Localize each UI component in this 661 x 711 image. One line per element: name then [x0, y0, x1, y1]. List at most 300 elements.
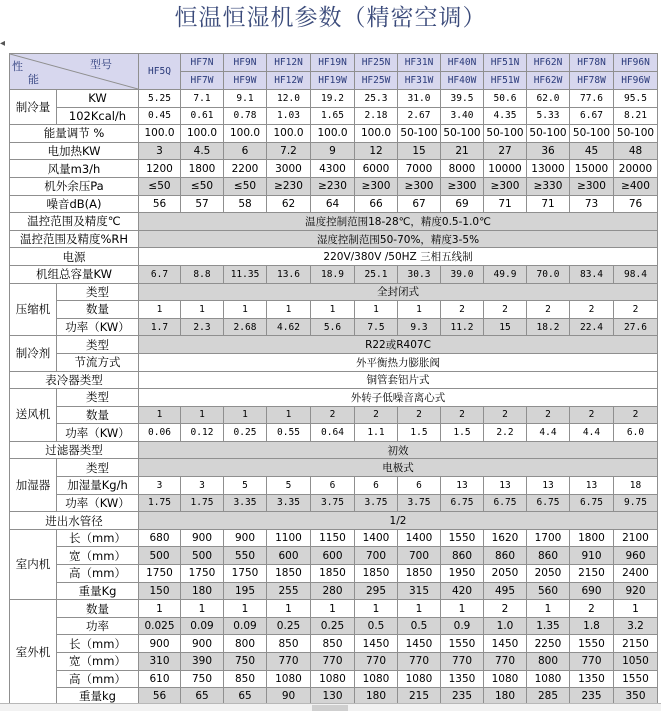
value-cell: 4.4	[570, 424, 614, 442]
value-cell: 1150	[311, 529, 355, 547]
value-cell: 0.25	[267, 617, 311, 635]
value-cell: 0.5	[398, 617, 441, 635]
spec-row-evaporator	[10, 371, 658, 389]
value-cell: 0.25	[311, 617, 355, 635]
value-cell: 2050	[484, 565, 527, 583]
row-label-type: 类型	[57, 389, 139, 407]
value-cell: 5.6	[311, 318, 355, 336]
value-cell: 15	[484, 318, 527, 336]
spec-row-throttle	[10, 353, 658, 371]
row-label-type: 类型	[57, 459, 139, 477]
value-cell: ≥300	[355, 177, 398, 195]
row-label-power: 功率	[57, 617, 139, 635]
value-cell: 2	[570, 406, 614, 424]
spec-row-refrigerant	[10, 336, 658, 354]
value-cell: 2.18	[355, 107, 398, 125]
value-cell: 0.78	[224, 107, 267, 125]
row-label-qty: 数量	[57, 406, 139, 424]
value-cell: 900	[181, 635, 224, 653]
value-cell: 2.67	[398, 107, 441, 125]
value-cell: ≤50	[224, 177, 267, 195]
value-cell: 5.33	[527, 107, 570, 125]
value-cell: 12.0	[267, 90, 311, 108]
model-header-cell: HF78W	[570, 72, 614, 90]
value-cell: 180	[181, 582, 224, 600]
spec-row-power	[10, 248, 658, 266]
value-cell: 58	[224, 195, 267, 213]
value-cell: 2	[527, 301, 570, 319]
value-cell: 920	[614, 582, 658, 600]
model-header-cell: HF96W	[614, 72, 658, 90]
value-cell: 280	[311, 582, 355, 600]
edge-marker-icon: ◂	[0, 38, 6, 49]
value-cell: 690	[570, 582, 614, 600]
spanning-value: 温度控制范围18-28℃，精度0.5-1.0℃	[139, 213, 658, 231]
value-cell: 27	[484, 142, 527, 160]
value-cell: 750	[224, 653, 267, 671]
value-cell: 860	[441, 547, 484, 565]
model-header-cell: HF51N	[484, 54, 527, 72]
value-cell: 1550	[441, 529, 484, 547]
value-cell: 1080	[527, 670, 570, 688]
value-cell: 36	[527, 142, 570, 160]
value-cell: 900	[139, 635, 181, 653]
spec-row-elec-heat	[10, 142, 658, 160]
value-cell: 2	[614, 406, 658, 424]
value-cell: 2	[355, 406, 398, 424]
value-cell: 8.21	[614, 107, 658, 125]
value-cell: 73	[570, 195, 614, 213]
value-cell: ≥400	[614, 177, 658, 195]
value-cell: 255	[267, 582, 311, 600]
value-cell: 195	[224, 582, 267, 600]
value-cell: 960	[614, 547, 658, 565]
model-header-cell: HF25W	[355, 72, 398, 90]
group-label-compressor: 压缩机	[10, 283, 57, 336]
spanning-value: 外转子低噪音离心式	[139, 389, 658, 407]
value-cell: 770	[441, 653, 484, 671]
value-cell: 215	[398, 688, 441, 706]
value-cell: 64	[311, 195, 355, 213]
value-cell: 1.8	[570, 617, 614, 635]
spanning-value: R22或R407C	[139, 336, 658, 354]
value-cell: 2.3	[181, 318, 224, 336]
header-row-top	[10, 54, 658, 72]
row-label-weight-kg: 重量kg	[57, 688, 139, 706]
value-cell: 900	[181, 529, 224, 547]
value-cell: 13	[484, 477, 527, 495]
value-cell: 150	[139, 582, 181, 600]
spanning-value: 220V/380V /50HZ 三相五线制	[139, 248, 658, 266]
value-cell: 600	[267, 547, 311, 565]
value-cell: 3	[139, 142, 181, 160]
value-cell: 1	[224, 406, 267, 424]
value-cell: 39.0	[441, 265, 484, 283]
value-cell: 10000	[484, 160, 527, 178]
value-cell: 1	[267, 406, 311, 424]
value-cell: 56	[139, 688, 181, 706]
group-label-refrigerant: 制冷剂	[10, 336, 57, 371]
corner-model-label: 型号	[90, 58, 112, 71]
spec-row-filter	[10, 441, 658, 459]
row-label-height: 高（mm）	[57, 670, 139, 688]
value-cell: 1	[139, 600, 181, 618]
row-label-height: 高（mm）	[57, 565, 139, 583]
model-header-cell: HF31W	[398, 72, 441, 90]
value-cell: 9	[311, 142, 355, 160]
value-cell: 90	[267, 688, 311, 706]
corner-left-label: 性	[12, 60, 23, 73]
value-cell: 0.5	[355, 617, 398, 635]
row-label-evaporator: 表冷器类型	[10, 371, 139, 389]
value-cell: 900	[224, 529, 267, 547]
value-cell: 6.0	[614, 424, 658, 442]
value-cell: 2.2	[484, 424, 527, 442]
value-cell: 6.7	[139, 265, 181, 283]
value-cell: 1.7	[139, 318, 181, 336]
value-cell: 2200	[224, 160, 267, 178]
value-cell: 65	[224, 688, 267, 706]
spec-row-cooling-kw	[10, 90, 658, 108]
value-cell: 495	[484, 582, 527, 600]
value-cell: 680	[139, 529, 181, 547]
row-label-qty: 数量	[57, 301, 139, 319]
value-cell: 235	[570, 688, 614, 706]
value-cell: 83.4	[570, 265, 614, 283]
row-label-type: 类型	[57, 336, 139, 354]
spec-row-comp-type	[10, 283, 658, 301]
value-cell: 1800	[570, 529, 614, 547]
value-cell: 15000	[570, 160, 614, 178]
value-cell: 6.75	[527, 494, 570, 512]
row-label-filter: 过滤器类型	[10, 441, 139, 459]
value-cell: 71	[527, 195, 570, 213]
model-header-cell: HF19W	[311, 72, 355, 90]
value-cell: 3.40	[441, 107, 484, 125]
value-cell: 62	[267, 195, 311, 213]
value-cell: 0.25	[224, 424, 267, 442]
value-cell: 70.0	[527, 265, 570, 283]
value-cell: 1100	[267, 529, 311, 547]
value-cell: 1.5	[441, 424, 484, 442]
value-cell: 2	[484, 600, 527, 618]
row-label-water-pipe: 进出水管径	[10, 512, 139, 530]
value-cell: 0.9	[441, 617, 484, 635]
model-header-cell: HF31N	[398, 54, 441, 72]
value-cell: 1	[267, 301, 311, 319]
value-cell: 50-100	[570, 125, 614, 143]
value-cell: 770	[355, 653, 398, 671]
value-cell: 1	[355, 301, 398, 319]
value-cell: 1550	[570, 635, 614, 653]
value-cell: 50-100	[527, 125, 570, 143]
value-cell: 2150	[570, 565, 614, 583]
row-label-humid-qty: 加湿量Kg/h	[57, 477, 139, 495]
value-cell: 100.0	[139, 125, 181, 143]
value-cell: ≤50	[181, 177, 224, 195]
spanning-value: 铜管套铝片式	[139, 371, 658, 389]
value-cell: 1	[355, 600, 398, 618]
value-cell: 500	[139, 547, 181, 565]
spanning-value: 湿度控制范围50-70%，精度3-5%	[139, 230, 658, 248]
value-cell: 850	[224, 670, 267, 688]
value-cell: ≥300	[398, 177, 441, 195]
value-cell: 1800	[181, 160, 224, 178]
corner-bottom-label: 能	[28, 73, 39, 86]
row-label-airflow: 风量m3/h	[10, 160, 139, 178]
row-label-throttle: 节流方式	[57, 353, 139, 371]
value-cell: 2400	[614, 565, 658, 583]
value-cell: 7.5	[355, 318, 398, 336]
value-cell: 18.9	[311, 265, 355, 283]
value-cell: 770	[267, 653, 311, 671]
value-cell: 0.64	[311, 424, 355, 442]
value-cell: 50.6	[484, 90, 527, 108]
value-cell: 550	[224, 547, 267, 565]
value-cell: 77.6	[570, 90, 614, 108]
spec-row-humid-qty	[10, 477, 658, 495]
value-cell: 2	[441, 406, 484, 424]
spec-row-hum-range	[10, 230, 658, 248]
spec-row-in-length	[10, 529, 658, 547]
value-cell: 1	[527, 600, 570, 618]
value-cell: 1400	[355, 529, 398, 547]
value-cell: 3.2	[614, 617, 658, 635]
value-cell: 500	[181, 547, 224, 565]
value-cell: 1	[181, 301, 224, 319]
value-cell: 1200	[139, 160, 181, 178]
row-label-qty: 数量	[57, 600, 139, 618]
spec-row-static-pressure	[10, 177, 658, 195]
value-cell: 1.75	[139, 494, 181, 512]
value-cell: 6.75	[484, 494, 527, 512]
model-header-cell: HF9W	[224, 72, 267, 90]
page-title: 恒温恒湿机参数（精密空调）	[174, 5, 487, 31]
value-cell: 20000	[614, 160, 658, 178]
value-cell: ≥300	[441, 177, 484, 195]
value-cell: 130	[311, 688, 355, 706]
value-cell: 100.0	[267, 125, 311, 143]
value-cell: 39.5	[441, 90, 484, 108]
value-cell: 6000	[355, 160, 398, 178]
value-cell: 1	[311, 301, 355, 319]
value-cell: 95.5	[614, 90, 658, 108]
spec-row-humid-power	[10, 494, 658, 512]
spec-row-comp-power	[10, 318, 658, 336]
model-header-cell: HF51W	[484, 72, 527, 90]
value-cell: 770	[484, 653, 527, 671]
spec-row-in-width	[10, 547, 658, 565]
value-cell: 1350	[570, 670, 614, 688]
value-cell: 2	[484, 406, 527, 424]
value-cell: 100.0	[224, 125, 267, 143]
value-cell: 6	[311, 477, 355, 495]
value-cell: 1	[181, 406, 224, 424]
spanning-value: 外平衡热力膨胀阀	[139, 353, 658, 371]
group-label-fan: 送风机	[10, 389, 57, 442]
value-cell: 1450	[355, 635, 398, 653]
value-cell: 2	[398, 406, 441, 424]
model-header-cell: HF19N	[311, 54, 355, 72]
value-cell: 6.75	[570, 494, 614, 512]
row-label-power-kw: 功率（KW）	[57, 494, 139, 512]
value-cell: 0.025	[139, 617, 181, 635]
value-cell: 62.0	[527, 90, 570, 108]
value-cell: 9.3	[398, 318, 441, 336]
value-cell: 390	[181, 653, 224, 671]
model-header-cell: HF96N	[614, 54, 658, 72]
value-cell: 750	[181, 670, 224, 688]
value-cell: 13	[570, 477, 614, 495]
value-cell: 4.4	[527, 424, 570, 442]
value-cell: ≤50	[139, 177, 181, 195]
value-cell: 30.3	[398, 265, 441, 283]
model-header-cell: HF25N	[355, 54, 398, 72]
spec-row-out-qty	[10, 600, 658, 618]
value-cell: 5	[224, 477, 267, 495]
row-label-length: 长（mm）	[57, 635, 139, 653]
scrollbar-thumb[interactable]	[312, 705, 348, 711]
value-cell: 66	[355, 195, 398, 213]
value-cell: 0.55	[267, 424, 311, 442]
value-cell: 1	[139, 406, 181, 424]
value-cell: 2	[441, 301, 484, 319]
value-cell: 315	[398, 582, 441, 600]
value-cell: 850	[311, 635, 355, 653]
spec-row-fan-power	[10, 424, 658, 442]
row-label-hum-range: 温控范围及精度%RH	[10, 230, 139, 248]
value-cell: 21	[441, 142, 484, 160]
spanning-value: 1/2	[139, 512, 658, 530]
value-cell: 285	[527, 688, 570, 706]
value-cell: 31.0	[398, 90, 441, 108]
value-cell: 1750	[181, 565, 224, 583]
spec-row-in-height	[10, 565, 658, 583]
value-cell: 15	[398, 142, 441, 160]
spec-table	[9, 53, 658, 706]
value-cell: 2250	[527, 635, 570, 653]
value-cell: 1	[398, 301, 441, 319]
value-cell: 0.12	[181, 424, 224, 442]
row-label-noise: 噪音dB(A)	[10, 195, 139, 213]
value-cell: 1050	[614, 653, 658, 671]
spec-row-out-height	[10, 670, 658, 688]
spec-row-capacity-adj	[10, 125, 658, 143]
value-cell: 295	[355, 582, 398, 600]
spec-row-water-pipe	[10, 512, 658, 530]
value-cell: ≥300	[484, 177, 527, 195]
value-cell: 1.35	[527, 617, 570, 635]
value-cell: 7000	[398, 160, 441, 178]
model-header-cell: HF40W	[441, 72, 484, 90]
value-cell: 2.68	[224, 318, 267, 336]
value-cell: 48	[614, 142, 658, 160]
row-label-type: 类型	[57, 283, 139, 301]
spec-row-noise	[10, 195, 658, 213]
value-cell: 50-100	[484, 125, 527, 143]
value-cell: 1.75	[181, 494, 224, 512]
value-cell: 49.9	[484, 265, 527, 283]
value-cell: 3	[139, 477, 181, 495]
value-cell: 56	[139, 195, 181, 213]
value-cell: 6.75	[441, 494, 484, 512]
value-cell: 18	[614, 477, 658, 495]
model-header-cell: HF78N	[570, 54, 614, 72]
value-cell: 27.6	[614, 318, 658, 336]
value-cell: 2	[311, 406, 355, 424]
value-cell: 45	[570, 142, 614, 160]
value-cell: 610	[139, 670, 181, 688]
model-header-cell: HF7W	[181, 72, 224, 90]
value-cell: 0.45	[139, 107, 181, 125]
value-cell: 860	[484, 547, 527, 565]
value-cell: 420	[441, 582, 484, 600]
value-cell: 1	[441, 600, 484, 618]
value-cell: 3000	[267, 160, 311, 178]
value-cell: 1400	[398, 529, 441, 547]
row-label-kw: KW	[57, 90, 139, 108]
header-corner	[10, 54, 139, 90]
value-cell: 2	[614, 301, 658, 319]
row-label-static-pressure: 机外余压Pa	[10, 177, 139, 195]
value-cell: 910	[570, 547, 614, 565]
value-cell: 13	[527, 477, 570, 495]
value-cell: 100.0	[311, 125, 355, 143]
value-cell: 1850	[398, 565, 441, 583]
value-cell: 19.2	[311, 90, 355, 108]
row-label-total-capacity: 机组总容量KW	[10, 265, 139, 283]
spec-row-cooling-kcal	[10, 107, 658, 125]
value-cell: 5.25	[139, 90, 181, 108]
value-cell: 1	[224, 301, 267, 319]
row-label-power: 电源	[10, 248, 139, 266]
value-cell: 1850	[311, 565, 355, 583]
horizontal-scrollbar[interactable]	[0, 703, 661, 711]
row-label-capacity-adj: 能量调节 %	[10, 125, 139, 143]
value-cell: 700	[355, 547, 398, 565]
spec-row-comp-qty	[10, 301, 658, 319]
value-cell: 235	[441, 688, 484, 706]
model-header-cell: HF40N	[441, 54, 484, 72]
value-cell: 6	[224, 142, 267, 160]
value-cell: 71	[484, 195, 527, 213]
value-cell: 0.06	[139, 424, 181, 442]
value-cell: 69	[441, 195, 484, 213]
value-cell: 3	[181, 477, 224, 495]
spanning-value: 全封闭式	[139, 283, 658, 301]
value-cell: 310	[139, 653, 181, 671]
value-cell: 50-100	[398, 125, 441, 143]
spec-row-airflow	[10, 160, 658, 178]
value-cell: 1.03	[267, 107, 311, 125]
value-cell: 1.1	[355, 424, 398, 442]
row-label-elec-heat: 电加热KW	[10, 142, 139, 160]
value-cell: 6.67	[570, 107, 614, 125]
value-cell: 1550	[441, 635, 484, 653]
group-label-outdoor: 室外机	[10, 600, 57, 706]
value-cell: 1850	[355, 565, 398, 583]
value-cell: 0.09	[181, 617, 224, 635]
value-cell: 11.2	[441, 318, 484, 336]
value-cell: 1080	[311, 670, 355, 688]
value-cell: 4300	[311, 160, 355, 178]
spec-row-total-capacity	[10, 265, 658, 283]
value-cell: 1.65	[311, 107, 355, 125]
model-header-cell: HF9N	[224, 54, 267, 72]
value-cell: 180	[484, 688, 527, 706]
value-cell: 1	[224, 600, 267, 618]
value-cell: 13	[441, 477, 484, 495]
